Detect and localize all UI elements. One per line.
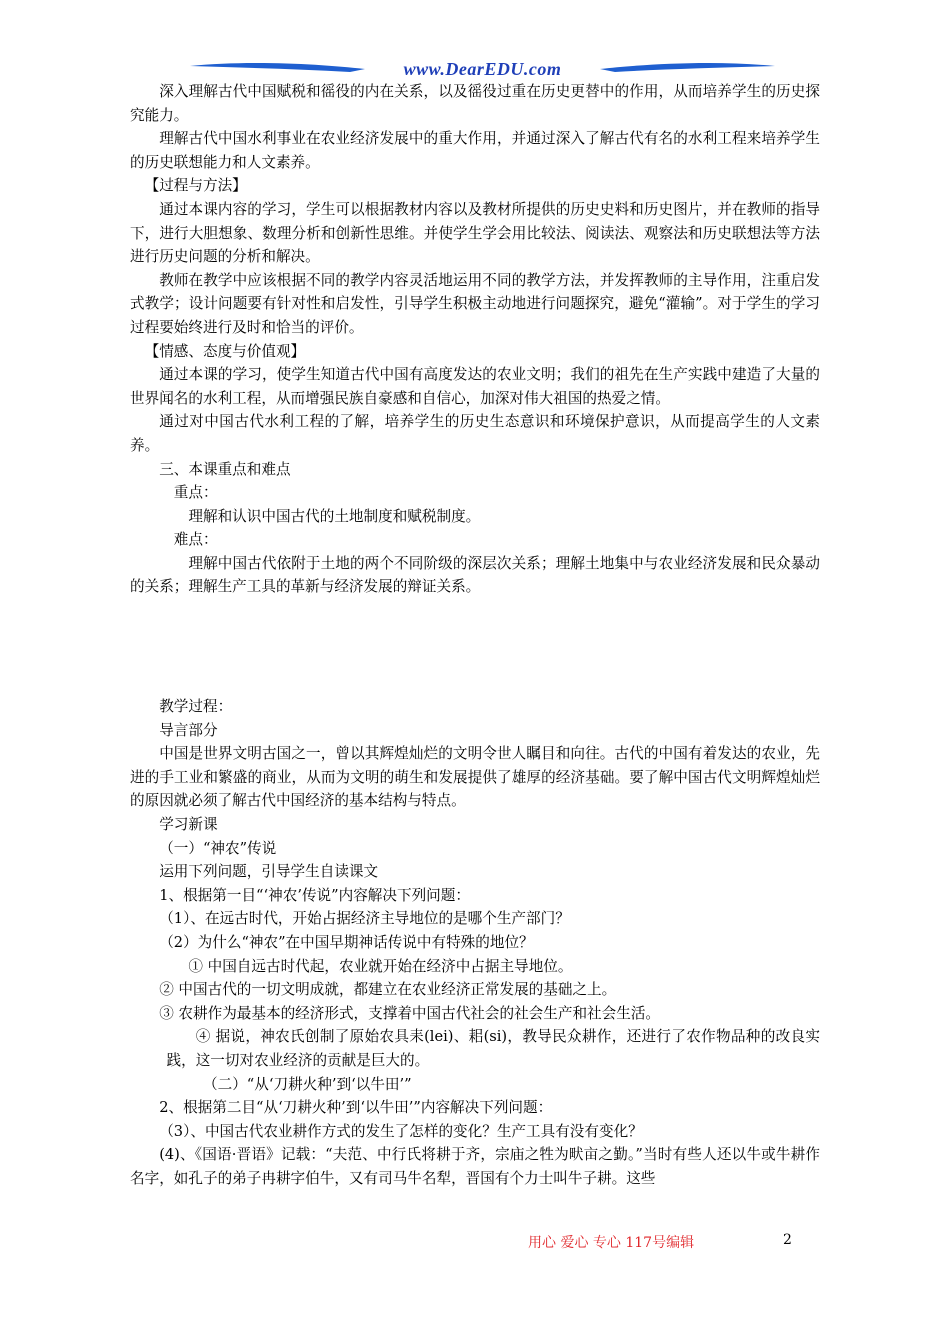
- paragraph: 通过本课内容的学习，学生可以根据教材内容以及教材所提供的历史史料和历史图片，并在教师的指导下，进行大胆想象、数理分析和创新性思维。并使学生学会用比较法、阅读法、观察法和历史联想法等方法进行历史问题的分析和解决。: [130, 200, 820, 266]
- label-key-points: 重点：: [173, 484, 218, 502]
- paragraph: 通过本课的学习，使学生知道古代中国有高度发达的农业文明；我们的祖先在生产实践中建造了大量的世界闻名的水利工程，从而增强民族自豪感和自信心，加深对伟大祖国的热爱之情。: [130, 366, 820, 407]
- paragraph: (4)、《国语·晋语》记载：“夫范、中行氏将耕于齐，宗庙之牲为畎亩之勤。”当时有些人还以牛或牛耕作名字，如孔子的弟子冉耕字伯牛，又有司马牛名犁，晋国有个力士叫牛子耕。这些: [130, 1146, 820, 1187]
- paragraph: 深入理解古代中国赋税和徭役的内在关系，以及徭役过重在历史更替中的作用，从而培养学生的历史探究能力。: [130, 83, 820, 124]
- paragraph: 理解和认识中国古代的土地制度和赋税制度。: [188, 507, 481, 525]
- label-difficulties: 难点：: [173, 531, 218, 549]
- question: 2、根据第二目“从‘刀耕火种’到‘以牛田’”内容解决下列问题：: [159, 1099, 553, 1117]
- spacer: [130, 599, 820, 695]
- list-item: ① 中国自远古时代起，农业就开始在经济中占据主导地位。: [188, 957, 573, 975]
- question: 1、根据第一目“‘神农’传说”内容解决下列问题：: [159, 886, 470, 904]
- question: （2）为什么“神农”在中国早期神话传说中有特殊的地位？: [159, 934, 534, 951]
- section-heading: 学习新课: [159, 816, 218, 834]
- section-heading: 教学过程：: [159, 698, 233, 716]
- footer-text: 用心 爱心 专心 117号编辑: [528, 1235, 695, 1251]
- section-heading: 【情感、态度与价值观】: [144, 342, 306, 360]
- document-body: [130, 80, 820, 1191]
- section-heading: 导言部分: [159, 721, 218, 739]
- paragraph: 理解中国古代依附于土地的两个不同阶级的深层次关系；理解土地集中与农业经济发展和民众暴动的关系；理解生产工具的革新与经济发展的辩证关系。: [130, 554, 820, 596]
- section-heading: 三、本课重点和难点: [159, 460, 291, 478]
- subsection-heading: （一）“神农”传说: [159, 839, 277, 857]
- page-number: 2: [783, 1232, 792, 1248]
- page-footer: [0, 1232, 950, 1256]
- section-heading: 【过程与方法】: [144, 177, 247, 195]
- header-logo: www.DearEDU.com: [403, 59, 562, 79]
- paragraph: 中国是世界文明古国之一，曾以其辉煌灿烂的文明令世人瞩目和向往。古代的中国有着发达的农业，先进的手工业和繁盛的商业，从而为文明的萌生和发展提供了雄厚的经济基础。要了解中国古代文明辉煌灿烂的原因就必须了解古代中国经济的基本结构与特点。: [130, 745, 820, 810]
- question: （3）、中国古代农业耕作方式的发生了怎样的变化？生产工具有没有变化？: [159, 1122, 643, 1140]
- list-item: ③ 农耕作为最基本的经济形式，支撑着中国古代社会的社会生产和社会生活。: [159, 1004, 661, 1022]
- paragraph: 教师在教学中应该根据不同的教学内容灵活地运用不同的教学方法，并发挥教师的主导作用，注重启发式教学；设计问题要有针对性和启发性，引导学生积极主动地进行问题探究，避免“灌输”。对于学生的学习过程要始终进行及时和恰当的评价。: [130, 271, 820, 336]
- list-item: ② 中国古代的一切文明成就，都建立在农业经济正常发展的基础之上。: [159, 981, 617, 999]
- paragraph: 理解古代中国水利事业在农业经济发展中的重大作用，并通过深入了解古代有名的水利工程来培养学生的历史联想能力和人文素养。: [130, 130, 820, 171]
- paragraph: 运用下列问题，引导学生自读课文: [159, 863, 379, 881]
- question: （1）、在远古时代，开始占据经济主导地位的是哪个生产部门？: [159, 910, 570, 928]
- subsection-heading: （二）“从‘刀耕火种’到‘以牛田’”: [203, 1075, 412, 1093]
- list-item: ④ 据说，神农氏创制了原始农具耒(lei)、耜(si)，教导民众耕作，还进行了农作物品种的改良实践，这一切对农业经济的贡献是巨大的。: [166, 1028, 820, 1069]
- paragraph: 通过对中国古代水利工程的了解，培养学生的历史生态意识和环境保护意识，从而提高学生的人文素养。: [130, 413, 820, 454]
